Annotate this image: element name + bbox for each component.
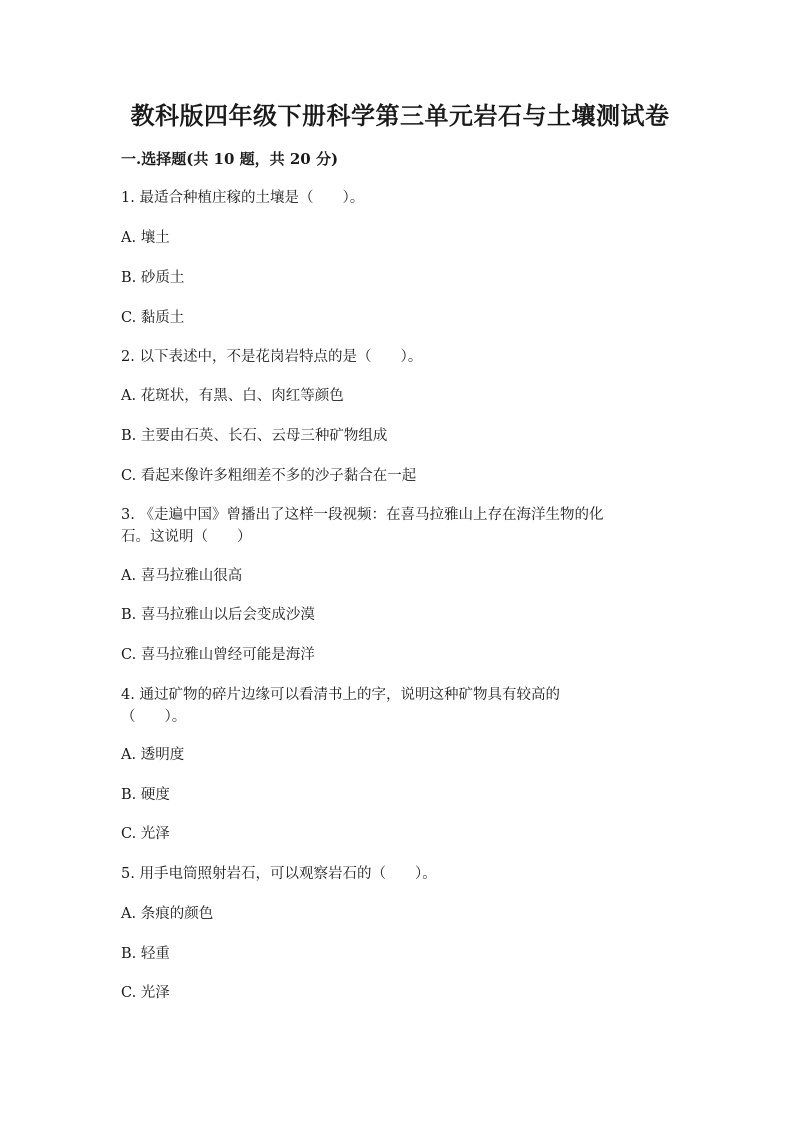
question-4-stem-line-2: （ ）。 [121, 709, 187, 725]
page-title: 教科版四年级下册科学第三单元岩石与土壤测试卷 [130, 101, 670, 130]
question-2-stem: 2. 以下表述中，不是花岗岩特点的是（ ）。 [121, 349, 423, 365]
question-3-option-c[interactable]: C. 喜马拉雅山曾经可能是海洋 [121, 647, 315, 663]
question-5-option-c[interactable]: C. 光泽 [121, 985, 170, 1001]
question-4-stem-line-1: 4. 通过矿物的碎片边缘可以看清书上的字，说明这种矿物具有较高的 [121, 687, 560, 703]
question-3-stem-line-2: 石。这说明（ ） [121, 529, 252, 545]
question-3-option-a[interactable]: A. 喜马拉雅山很高 [121, 568, 243, 584]
question-1-option-c[interactable]: C. 黏质土 [121, 310, 185, 326]
question-3-option-b[interactable]: B. 喜马拉雅山以后会变成沙漠 [121, 607, 315, 623]
question-4-option-b[interactable]: B. 硬度 [121, 787, 170, 803]
question-1-option-b[interactable]: B. 砂质土 [121, 270, 185, 286]
question-1-stem: 1. 最适合种植庄稼的土壤是（ ）。 [121, 190, 365, 206]
question-1-option-a[interactable]: A. 壤土 [121, 230, 170, 246]
question-2-option-a[interactable]: A. 花斑状，有黑、白、肉红等颜色 [121, 388, 344, 404]
question-3-stem-line-1: 3. 《走遍中国》曾播出了这样一段视频：在喜马拉雅山上存在海洋生物的化 [121, 507, 604, 523]
question-2-option-c[interactable]: C. 看起来像许多粗细差不多的沙子黏合在一起 [121, 468, 417, 484]
question-5-option-b[interactable]: B. 轻重 [121, 946, 170, 962]
question-5-stem: 5. 用手电筒照射岩石，可以观察岩石的（ ）。 [121, 866, 437, 882]
question-4-option-c[interactable]: C. 光泽 [121, 826, 170, 842]
question-2-option-b[interactable]: B. 主要由石英、长石、云母三种矿物组成 [121, 428, 388, 444]
question-5-option-a[interactable]: A. 条痕的颜色 [121, 906, 214, 922]
question-4-option-a[interactable]: A. 透明度 [121, 747, 185, 763]
section-heading: 一.选择题(共 10 题，共 20 分) [121, 150, 339, 168]
